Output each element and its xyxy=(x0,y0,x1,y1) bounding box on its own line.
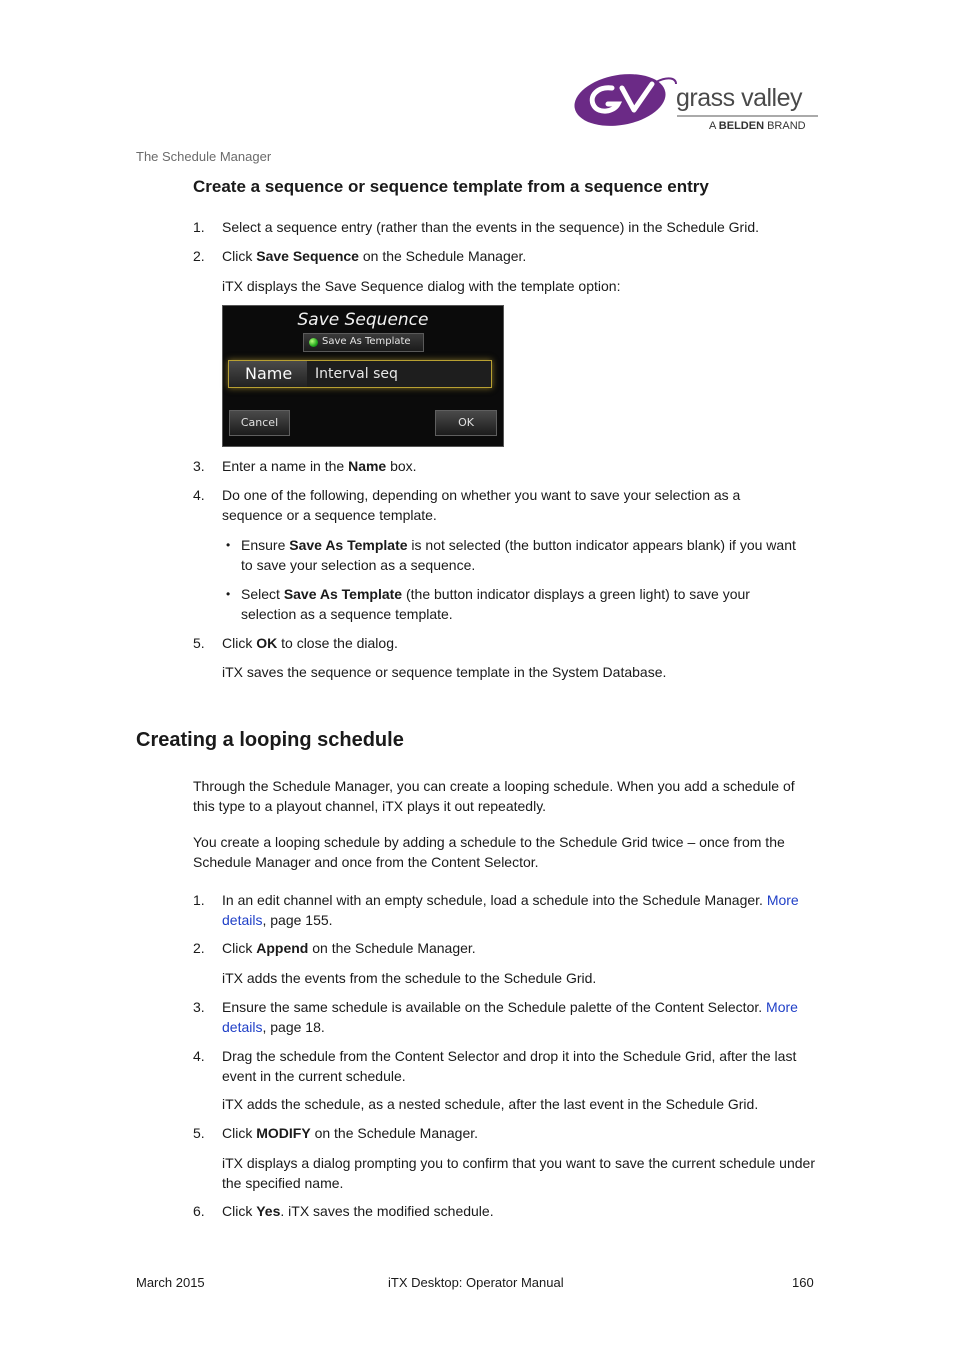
bullet-text xyxy=(241,585,801,624)
step-text-pre: Click xyxy=(222,1125,257,1141)
step-note: iTX displays a dialog prompting you to confirm that you want to save the current schedule under the specified name. xyxy=(222,1155,815,1191)
step-text-bold: Name xyxy=(348,458,387,474)
section-heading: Creating a looping schedule xyxy=(136,729,404,751)
step-number: 4. xyxy=(193,1048,205,1064)
step-text xyxy=(222,247,822,267)
step-text xyxy=(222,939,822,959)
step-text xyxy=(222,457,822,477)
step-text-pre: Enter a name in the xyxy=(222,458,349,474)
logo-wordmark: grass valley xyxy=(676,84,802,112)
bullet-pre: Ensure xyxy=(241,537,290,553)
ok-button[interactable]: OK xyxy=(435,410,497,436)
step-number: 3. xyxy=(193,458,205,474)
step-note: iTX adds the schedule, as a nested schedule, after the last event in the Schedule Grid. xyxy=(222,1096,759,1112)
step-text xyxy=(222,634,822,654)
bullet-text xyxy=(241,536,801,575)
page-ref: , page 155. xyxy=(262,911,333,928)
step-number: 2. xyxy=(193,940,205,956)
section-header: The Schedule Manager xyxy=(136,149,272,164)
bullet-icon: • xyxy=(226,538,231,552)
page-number: 160 xyxy=(792,1275,814,1290)
bullet-post: (the button indicator displays a green light) to save your selection as a sequence template. xyxy=(241,586,750,622)
step-number: 1. xyxy=(193,219,205,235)
grass-valley-logo xyxy=(572,70,822,134)
step-text xyxy=(222,1202,822,1222)
bullet-post: is not selected (the button indicator appears blank) if you want to save your selection as a sequence. xyxy=(241,537,796,573)
step-text-post: box. xyxy=(386,458,417,474)
page-ref: , page 18. xyxy=(262,1018,325,1035)
bullet-pre: Select xyxy=(241,586,284,602)
subsection-heading: Create a sequence or sequence template from a sequence entry xyxy=(193,177,709,196)
more-details-link[interactable]: More details xyxy=(222,892,799,928)
step-note: iTX adds the events from the schedule to the Schedule Grid. xyxy=(222,970,597,986)
step-text xyxy=(222,891,812,930)
step-number: 5. xyxy=(193,635,205,651)
step-number: 1. xyxy=(193,892,205,908)
step-text: Select a sequence entry (rather than the events in the sequence) in the Schedule Grid. xyxy=(222,219,759,235)
step-number: 2. xyxy=(193,248,205,264)
step-text-bold: OK xyxy=(256,635,278,651)
bullet-icon: • xyxy=(226,587,231,601)
cancel-button[interactable]: Cancel xyxy=(229,410,290,436)
step-text xyxy=(222,1124,822,1144)
logo-tagline-bold: BELDEN xyxy=(718,120,765,132)
step-text-bold: Append xyxy=(256,940,309,956)
intro-paragraph: Through the Schedule Manager, you can create a looping schedule. When you add a schedule of this type to a playout channel, iTX plays it out repeatedly. xyxy=(193,778,795,814)
step-number: 4. xyxy=(193,487,205,503)
step-text-main: Ensure the same schedule is available on the Schedule palette of the Content Selector. xyxy=(222,999,763,1015)
step-text-bold: Save Sequence xyxy=(256,248,359,264)
bullet-bold: Save As Template xyxy=(283,586,403,602)
name-label: Name xyxy=(245,364,293,383)
step-text-main: In an edit channel with an empty schedule, load a schedule into the Schedule Manager. xyxy=(222,892,763,908)
name-field[interactable] xyxy=(228,360,492,388)
step-number: 5. xyxy=(193,1125,205,1141)
step-note: iTX displays the Save Sequence dialog with the template option: xyxy=(222,278,621,294)
step-text-pre: Click xyxy=(222,635,257,651)
save-as-template-button[interactable] xyxy=(303,333,424,352)
step-note: iTX saves the sequence or sequence template in the System Database. xyxy=(222,664,667,680)
step-text-pre: Click xyxy=(222,1203,257,1219)
step-text-post: on the Schedule Manager. xyxy=(310,1125,479,1141)
name-input-value: Interval seq xyxy=(315,366,398,382)
step-number: 3. xyxy=(193,999,205,1015)
intro-paragraph: You create a looping schedule by adding a schedule to the Schedule Grid twice – once from the Schedule Manager and once from the Content Selector. xyxy=(193,834,785,870)
step-text: Drag the schedule from the Content Selector and drop it into the Schedule Grid, after the last event in the current schedule. xyxy=(222,1048,797,1084)
step-text xyxy=(222,998,812,1037)
step-number: 6. xyxy=(193,1203,205,1219)
footer-date: March 2015 xyxy=(136,1275,205,1290)
step-text-post: on the Schedule Manager. xyxy=(358,248,527,264)
name-label-box xyxy=(229,361,307,387)
step-text-pre: Click xyxy=(222,248,257,264)
step-text-post: to close the dialog. xyxy=(277,635,398,651)
step-text-post: on the Schedule Manager. xyxy=(308,940,476,956)
step-text-bold: MODIFY xyxy=(256,1125,311,1141)
step-text: Do one of the following, depending on whether you want to save your selection as a sequence or a sequence template. xyxy=(222,487,741,523)
indicator-led-icon xyxy=(309,338,318,347)
footer-title: iTX Desktop: Operator Manual xyxy=(388,1275,564,1290)
more-details-link[interactable]: More details xyxy=(222,999,798,1035)
step-text-bold: Yes xyxy=(256,1203,281,1219)
step-text-pre: Click xyxy=(222,940,257,956)
save-sequence-dialog xyxy=(222,305,504,447)
dialog-title: Save Sequence xyxy=(297,310,429,330)
step-text-post: . iTX saves the modified schedule. xyxy=(280,1203,494,1219)
logo-tagline: A BELDEN BRAND xyxy=(709,120,806,132)
bullet-bold: Save As Template xyxy=(289,537,408,553)
save-as-template-label: Save As Template xyxy=(322,336,411,347)
